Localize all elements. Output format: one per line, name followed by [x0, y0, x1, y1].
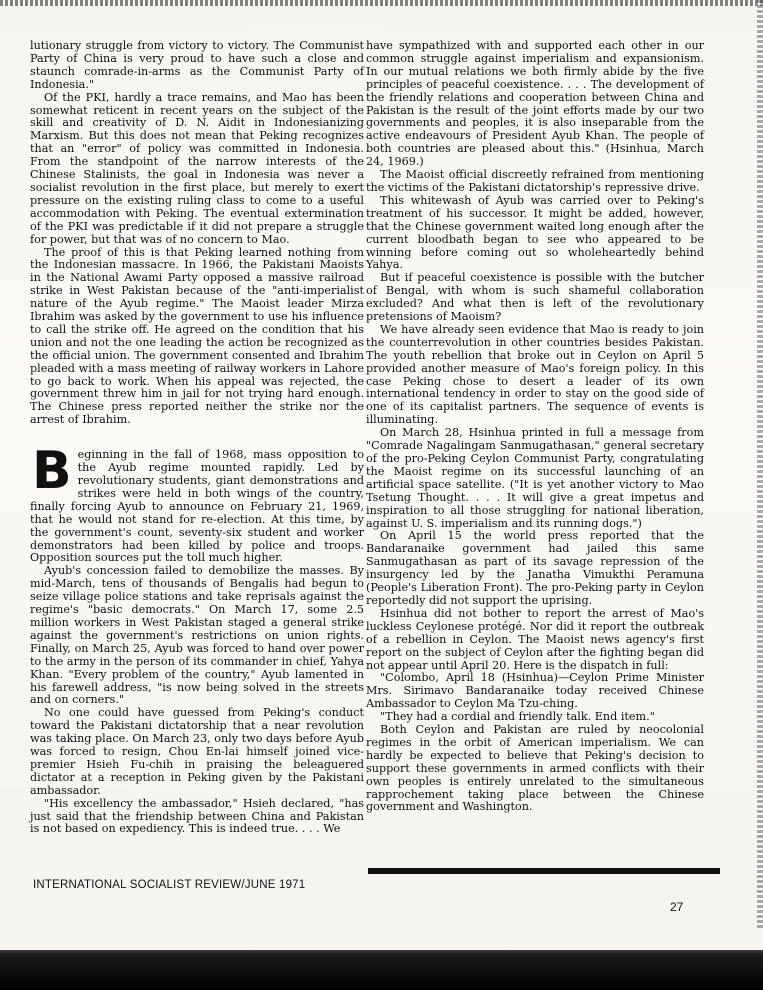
paragraph: The proof of this is that Peking learned nothing from the Indonesian massacre. In 1966, the Pakistani Maoists in the National Awami Party opposed a massive railroad strike in West Pakistan because of the "anti-imperialist nature of the Ayub regime." The Maoist leader Mirza Ibrahim was asked by the government to use his influence to call the strike off. He agreed on the condition that his union and not the one leading the action be recognized as the official union. The government consented and Ibrahim pleaded with a mass meeting of railway workers in Lahore to go back to work. When his appeal was rejected, the government threw him in jail for not trying hard enough. The Chinese press reported neither the strike nor the arrest of Ibrahim. [30, 245, 364, 427]
paragraph: Ayub's concession failed to demobilize the masses. By mid-March, tens of thousands of Bengalis had begun to seize village police stations and take reprisals against the regime's "basic democrats." On March 17, some 2.5 million workers in West Pakistan staged a general strike against the government's restrictions on union rights. Finally, on March 25, Ayub was forced to hand over power to the army in the person of its commander in chief, Yahya Khan. "Every problem of the country," Ayub lamented in his farewell address, "is now being solved in the streets and on corners." [30, 564, 364, 707]
paragraph: We have already seen evidence that Mao is ready to join the counterrevolution in other countries besides Pakistan. The youth rebellion that broke out in Ceylon on April 5 provided another measure of Mao's foreign policy. In this case Peking chose to desert a leader of its own international tendency in order to stay on the good side of one of its capitalist partners. The sequence of events is illuminating. [366, 322, 704, 427]
paragraph: Both Ceylon and Pakistan are ruled by neocolonial regimes in the orbit of American imperialism. We can hardly be expected to believe that Peking's decision to support these governments in armed conflicts with their own peoples is entirely unrelated to the simultaneous rapprochement taking place between the Chinese government and Washington. [366, 723, 704, 814]
scan-bottom-margin [0, 930, 763, 950]
left-text-column [30, 40, 364, 836]
paragraph: This whitewash of Ayub was carried over to Peking's treatment of his successor. It might be added, however, that the Chinese government waited long enough after the current bloodbath began to see who appeared to be winning before coming out so wholeheartedly behind Yahya. [366, 193, 704, 272]
end-of-article-rule [368, 868, 720, 874]
right-text-column [366, 40, 704, 814]
paragraph: On April 15 the world press reported that the Bandaranaike government had jailed this same Sanmugathasan as part of its savage repression of the insurgency led by the Janatha Vimukthi Peramuna (People's Liberation Front). The pro-Peking party in Ceylon reportedly did not support the uprising. [366, 529, 704, 607]
running-footer: INTERNATIONAL SOCIALIST REVIEW/JUNE 1971 [33, 879, 306, 891]
section-opening-paragraph [30, 441, 364, 565]
paragraph: But if peaceful coexistence is possible with the butcher of Bengal, with whom is such shameful collaboration excluded? And what then is left of the revolutionary pretensions of Maoism? [366, 271, 704, 324]
paragraph: The Maoist official discreetly refrained from mentioning the victims of the Pakistani dictatorship's repressive drive. [366, 168, 704, 194]
paragraph: "His excellency the ambassador," Hsieh declared, "has just said that the friendship between China and Pakistan is not based on expediency. This is indeed true. . . . We [30, 796, 364, 836]
scan-top-edge [0, 0, 763, 6]
page-number: 27 [670, 900, 684, 914]
paragraph: lutionary struggle from victory to victory. The Communist Party of China is very proud to have such a close and staunch comrade-in-arms as the Communist Party of Indonesia." [30, 39, 364, 91]
paragraph: have sympathized with and supported each other in our common struggle against imperialism and expansionism. In our mutual relations we both firmly abide by the five principles of peaceful coexistence. . . . The development of the friendly relations and cooperation between China and Pakistan is the result of the joint efforts made by our two governments and peoples, it is also inseparable from the active endeavours of President Ayub Khan. The people of both countries are pleased about this." (Hsinhua, March 24, 1969.) [366, 39, 704, 169]
paragraph: "They had a cordial and friendly talk. End item." [380, 710, 655, 724]
paragraph: "Colombo, April 18 (Hsinhua)—Ceylon Prime Minister Mrs. Sirimavo Bandaranaike today received Chinese Ambassador to Ceylon Ma Tzu-ching. [366, 671, 704, 711]
section-break [30, 427, 364, 449]
paragraph: Of the PKI, hardly a trace remains, and Mao has been somewhat reticent in recent years on the subject of the skill and creativity of D. N. Aidit in Indonesianizing Marxism. But this does not mean that Peking recognizes that an "error" of policy was committed in Indonesia. From the standpoint of the narrow interests of the Chinese Stalinists, the goal in Indonesia was never a socialist revolution in the first place, but merely to exert pressure on the existing ruling class to come to a useful accommodation with Peking. The eventual extermination of the PKI was predictable if it did not prepare a struggle for power, but that was of no concern to Mao. [30, 90, 364, 246]
paragraph: On March 28, Hsinhua printed in full a message from "Comrade Nagalingam Sanmugathasan," general secretary of the pro-Peking Ceylon Communist Party, congratulating the Maoist regime on its successful launching of an artificial space satellite. ("It is yet another victory to Mao Tsetung Thought. . . . It will give a great impetus and inspiration to all those struggling for national liberation, against U. S. imperialism and its running dogs.") [366, 426, 704, 530]
paragraph-text: eginning in the fall of 1968, mass opposition to the Ayub regime mounted rapidly. Led by revolutionary students, giant demonstrations and strikes were held in both wings of the country, finally forcing Ayub to announce on February 21, 1969, that he would not stand for re-election. At this time, by the government's count, seventy-six student and worker demonstrators had been killed by police and troops. Opposition sources put the toll much higher. [30, 448, 364, 565]
scan-right-edge [757, 0, 763, 990]
paragraph: Hsinhua did not bother to report the arrest of Mao's luckless Ceylonese protégé. Nor did it report the outbreak of a rebellion in Ceylon. The Maoist news agency's first report on the subject of Ceylon after the fighting began did not appear until April 20. Here is the dispatch in full: [366, 606, 704, 672]
paragraph: No one could have guessed from Peking's conduct toward the Pakistani dictatorship that a near revolution was taking place. On March 23, only two days before Ayub was forced to resign, Chou En-lai himself joined vice-premier Hsieh Fu-chih in praising the beleaguered dictator at a reception in Peking given by the Pakistani ambassador. [30, 706, 364, 797]
drop-cap: B [32, 441, 72, 502]
